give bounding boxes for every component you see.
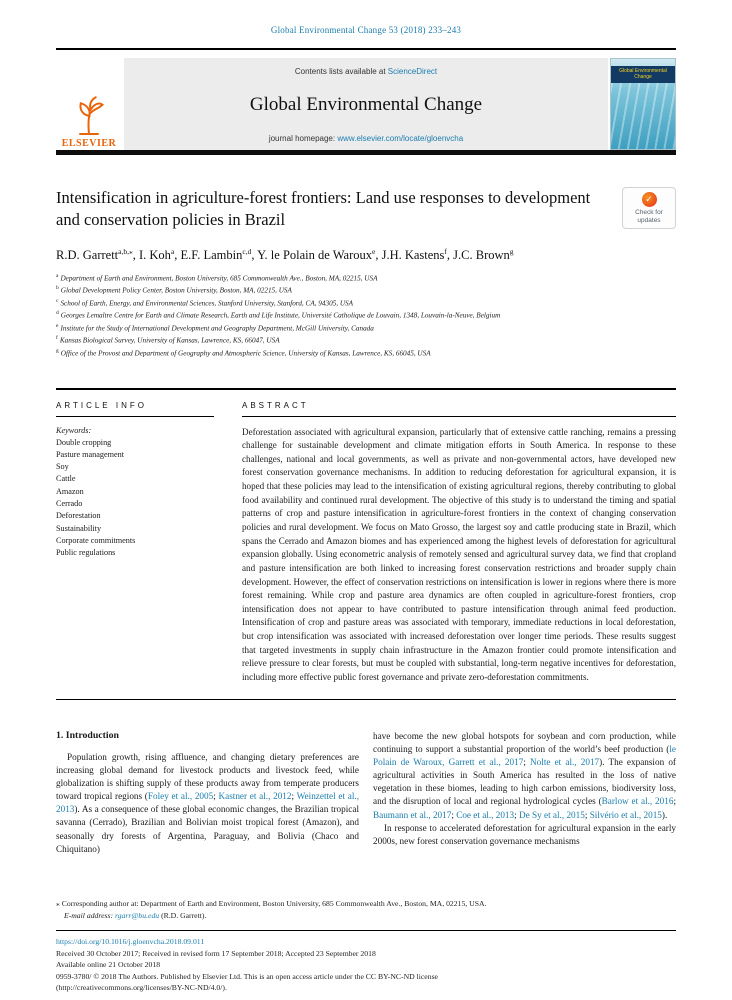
available-online-line: Available online 21 October 2018	[56, 960, 161, 970]
affiliation-text: Global Development Policy Center, Boston University, Boston, MA, 02215, USA	[60, 286, 292, 295]
author	[257, 248, 381, 262]
affiliation-line	[56, 272, 676, 285]
citation-link[interactable]: Kastner et al., 2012	[218, 791, 292, 802]
citation-link[interactable]: Silvério et al., 2015	[589, 809, 662, 820]
article-info-column	[56, 399, 214, 685]
affiliation-line	[56, 297, 676, 310]
affiliation-mark: d	[56, 310, 59, 317]
journal-header	[56, 58, 676, 150]
divider-top	[56, 48, 676, 50]
affiliation-text: Department of Earth and Environment, Boston University, 685 Commonwealth Ave., Boston, MA, 02215, USA	[60, 274, 378, 283]
check-for-updates-badge[interactable]	[622, 187, 676, 229]
email-label: E-mail address:	[64, 910, 115, 920]
text-run: ;	[673, 796, 676, 807]
text-run: ).	[661, 809, 668, 820]
journal-cover-artwork	[611, 83, 675, 150]
author-affil-marks: a,b,⁎	[118, 246, 133, 256]
article-info-heading: ARTICLE INFO	[56, 399, 214, 417]
author-name: I. Koh	[138, 247, 171, 262]
abstract-text: Deforestation associated with agricultural expansion, particularly that of extensive cattle ranching, remains a pressing challenge for sustainable development and climate mitigation efforts in South America. In response to these challenges, national and local governments, as well as private and non-governmental actors, have developed new forest conservation governance mechanisms. In addition to reducing deforestation for agricultural expansion, it is hoped that these policies may lead to the intensification of existing agricultural regions, thereby contributing to global food availability and continued rural development. The objective of this study is to understand the timing and spatial patterns of crop and pasture intensification in agriculture-forest frontiers in the context of changing conservation policies and rural development. We focus on Mato Grosso, the largest soy and cattle producing state in Brazil, which spans the Cerrado and Amazon biomes and has experienced among the highest levels of deforestation for agricultural expansion globally. Using econometric analysis of remotely sensed and agricultural survey data, we find that cropland and pasture intensification are both linked to increasing forest conservation restrictions and broader supply chain development. However, the effect of conservation restrictions on intensification is lower in regions where there is more forest remaining. While crop and pasture area dynamics are often coupled in agriculture-forest frontiers, crop intensification does not appear to have contributed to pasture intensification through animal feed production. Intensification of crop and pasture areas was associated with temporary, immediate reductions in local deforestation, but crop intensification was associated with increased deforestation over longer time periods. These results suggest that targeted investments in supply chain infrastructure in the Amazon frontier could promote intensification and relieve pressure to clear forests, but must be coupled with substantial, long-term negative incentives for deforestation, including more effective public forest governance and private zero-deforestation commitments.	[242, 426, 676, 683]
divider-footnote	[56, 930, 676, 931]
author-affil-marks: f	[444, 246, 447, 256]
keyword-item: Corporate commitments	[56, 535, 136, 545]
affiliation-mark: c	[56, 297, 59, 304]
journal-reference-link[interactable]: Global Environmental Change 53 (2018) 233–243	[270, 25, 462, 35]
keyword-item: Soy	[56, 462, 69, 472]
elsevier-tree-icon	[71, 95, 107, 137]
title-block	[56, 187, 676, 232]
journal-cover-title: Global Environmental Change	[611, 66, 675, 83]
keyword-item: Cerrado	[56, 499, 83, 508]
keywords-label: Keywords:	[56, 425, 92, 435]
check-updates-label: Check for updates	[635, 209, 663, 225]
author-affil-marks: c,d	[242, 246, 252, 256]
author-name: R.D. Garrett	[56, 247, 119, 262]
author-affil-marks: g	[509, 246, 514, 256]
author	[453, 248, 513, 262]
author	[139, 248, 181, 262]
text-run: ;	[451, 809, 457, 820]
doi-line	[56, 936, 676, 948]
corresponding-author-note: ⁎ Corresponding author at: Department of Earth and Environment, Boston University, 685 Commonwealth Ave., Boston, MA, 02215, USA.	[56, 899, 487, 909]
author-name: J.C. Brown	[453, 247, 510, 262]
affiliation-list	[56, 272, 676, 360]
abstract-column	[242, 399, 676, 685]
intro-paragraph-2: In response to accelerated deforestation for agricultural expansion in the early 2000s, new forest conservation governance mechanisms	[373, 822, 676, 846]
text-run: have become the new global hotspots for soybean and corn production, while continuing to support a substantial proportion of the world’s beef production (	[373, 730, 676, 754]
text-run: Population growth, rising affluence, and changing dietary preferences are increasing global demand for livestock products and livestock feed, while globalization is shifting supply of these products away from temperate producers toward tropical regions (	[56, 751, 359, 802]
author-list	[56, 247, 676, 263]
author-name: J.H. Kastens	[381, 247, 445, 262]
header-center	[124, 58, 608, 150]
journal-title: Global Environmental Change	[249, 94, 483, 115]
intro-right-column	[373, 730, 676, 856]
divider-header-bottom	[56, 150, 676, 155]
intro-left-column	[56, 730, 359, 856]
author	[56, 248, 139, 262]
author-affil-marks: e	[371, 246, 376, 256]
author	[382, 248, 454, 262]
homepage-line	[269, 134, 463, 143]
keyword-item: Pasture management	[56, 449, 124, 459]
affiliation-text: Georges Lemaître Centre for Earth and Climate Research, Earth and Life Institute, Université Catholique de Louvain, 1348, Louvain-la-Neuve, Belgium	[60, 311, 501, 320]
keyword-item: Public regulations	[56, 548, 116, 558]
author-name: Y. le Polain de Waroux	[257, 247, 372, 262]
copyright-line: 0959-3780/ © 2018 The Authors. Published by Elsevier Ltd. This is an open access article under the CC BY-NC-ND license	[56, 971, 438, 981]
citation-link[interactable]: Weinzettel et al., 2013	[56, 791, 359, 815]
article-info-abstract-section	[56, 388, 676, 700]
license-line: (http://creativecommons.org/licenses/BY-NC-ND/4.0/).	[56, 983, 227, 993]
citation-link[interactable]: Barlow et al., 2016	[601, 796, 674, 807]
keyword-item: Deforestation	[56, 511, 101, 521]
affiliation-line	[56, 347, 676, 360]
citation-link[interactable]: Foley et al., 2005	[147, 791, 214, 802]
citation-link[interactable]: Coe et al., 2013	[456, 809, 515, 820]
contents-line	[295, 67, 437, 76]
elsevier-logo	[56, 58, 122, 150]
abstract-heading: ABSTRACT	[242, 399, 676, 417]
elsevier-wordmark: ELSEVIER	[61, 138, 117, 149]
email-line	[56, 910, 676, 922]
keyword-item: Double cropping	[56, 437, 112, 447]
intro-paragraph-1	[56, 751, 359, 856]
email-link[interactable]: rgarr@bu.edu	[114, 910, 160, 920]
affiliation-text: Office of the Provost and Department of Geography and Atmospheric Science, University of Kansas, Lawrence, KS, 66045, USA	[60, 349, 431, 358]
introduction-heading: 1. Introduction	[56, 729, 119, 741]
masthead	[0, 0, 732, 38]
affiliation-text: Institute for the Study of International Development and Geography Department, McGill University, Canada	[60, 324, 374, 333]
citation-link[interactable]: le Polain de Waroux, Garrett et al., 2017	[373, 743, 676, 767]
text-run: ;	[514, 809, 519, 820]
author-name: E.F. Lambin	[180, 247, 243, 262]
affiliation-mark: g	[56, 347, 59, 354]
author	[181, 248, 258, 262]
author-affil-marks: a	[170, 246, 175, 256]
text-run: ;	[213, 791, 219, 802]
contents-prefix: Contents lists available at	[294, 67, 388, 76]
affiliation-line	[56, 334, 676, 347]
text-run: ). The expansion of agricultural activities in South America has resulted in the loss of native vegetation in these biomes, leading to high carbon emissions, biodiversity loss, and the disruption of local and regional hydrological cycles (	[373, 757, 676, 807]
journal-homepage-link[interactable]: www.elsevier.com/locate/gloenvcha	[337, 134, 464, 143]
affiliation-mark: e	[56, 322, 59, 329]
author-separator: ,	[174, 247, 181, 262]
affiliation-mark: b	[56, 285, 59, 292]
affiliation-text: School of Earth, Energy, and Environmental Sciences, Stanford University, Stanford, CA, 94305, USA	[60, 299, 354, 308]
keyword-item: Sustainability	[56, 523, 102, 533]
affiliation-line	[56, 322, 676, 335]
citation-link[interactable]: Nolte et al., 2017	[530, 757, 600, 767]
intro-paragraph-1-continued	[373, 730, 676, 822]
citation-link[interactable]: Baumann et al., 2017	[373, 809, 452, 820]
affiliation-mark: a	[56, 272, 59, 279]
sciencedirect-link[interactable]: ScienceDirect	[387, 67, 438, 76]
author-separator: ,	[251, 247, 258, 262]
affiliation-line	[56, 284, 676, 297]
crossmark-icon: ✓	[642, 192, 657, 207]
author-separator: ,	[375, 247, 382, 262]
keyword-item: Cattle	[56, 474, 76, 484]
affiliation-mark: f	[56, 335, 58, 342]
author-separator: ,	[132, 247, 139, 262]
text-run: ;	[584, 809, 590, 820]
journal-cover	[610, 58, 676, 150]
text-run: ;	[523, 757, 531, 767]
keyword-item: Amazon	[56, 486, 84, 496]
received-line: Received 30 October 2017; Received in revised form 17 September 2018; Accepted 23 September 2018	[56, 948, 376, 958]
text-run: ). As a consequence of these global economic changes, the Brazilian tropical savanna (Cerrado), Brazilian and Bolivian moist tropical forest (Amazon), and seasonally dry forests of Argentina, Paraguay, and Bolivia (Chaco and Chiquitano)	[56, 804, 359, 854]
citation-link[interactable]: De Sy et al., 2015	[518, 809, 585, 820]
text-run: ;	[291, 791, 297, 802]
affiliation-text: Kansas Biological Survey, University of Kansas, Lawrence, KS, 66047, USA	[59, 336, 280, 345]
homepage-prefix: journal homepage:	[268, 134, 338, 143]
article-title: Intensification in agriculture-forest frontiers: Land use responses to development and conservation policies in Brazil	[56, 188, 591, 230]
email-suffix: (R.D. Garrett).	[159, 910, 207, 920]
introduction-section	[56, 730, 676, 856]
doi-link[interactable]: https://doi.org/10.1016/j.gloenvcha.2018.09.011	[56, 937, 205, 947]
author-separator: ,	[446, 247, 454, 262]
affiliation-line	[56, 309, 676, 322]
footnote-block	[56, 898, 676, 994]
